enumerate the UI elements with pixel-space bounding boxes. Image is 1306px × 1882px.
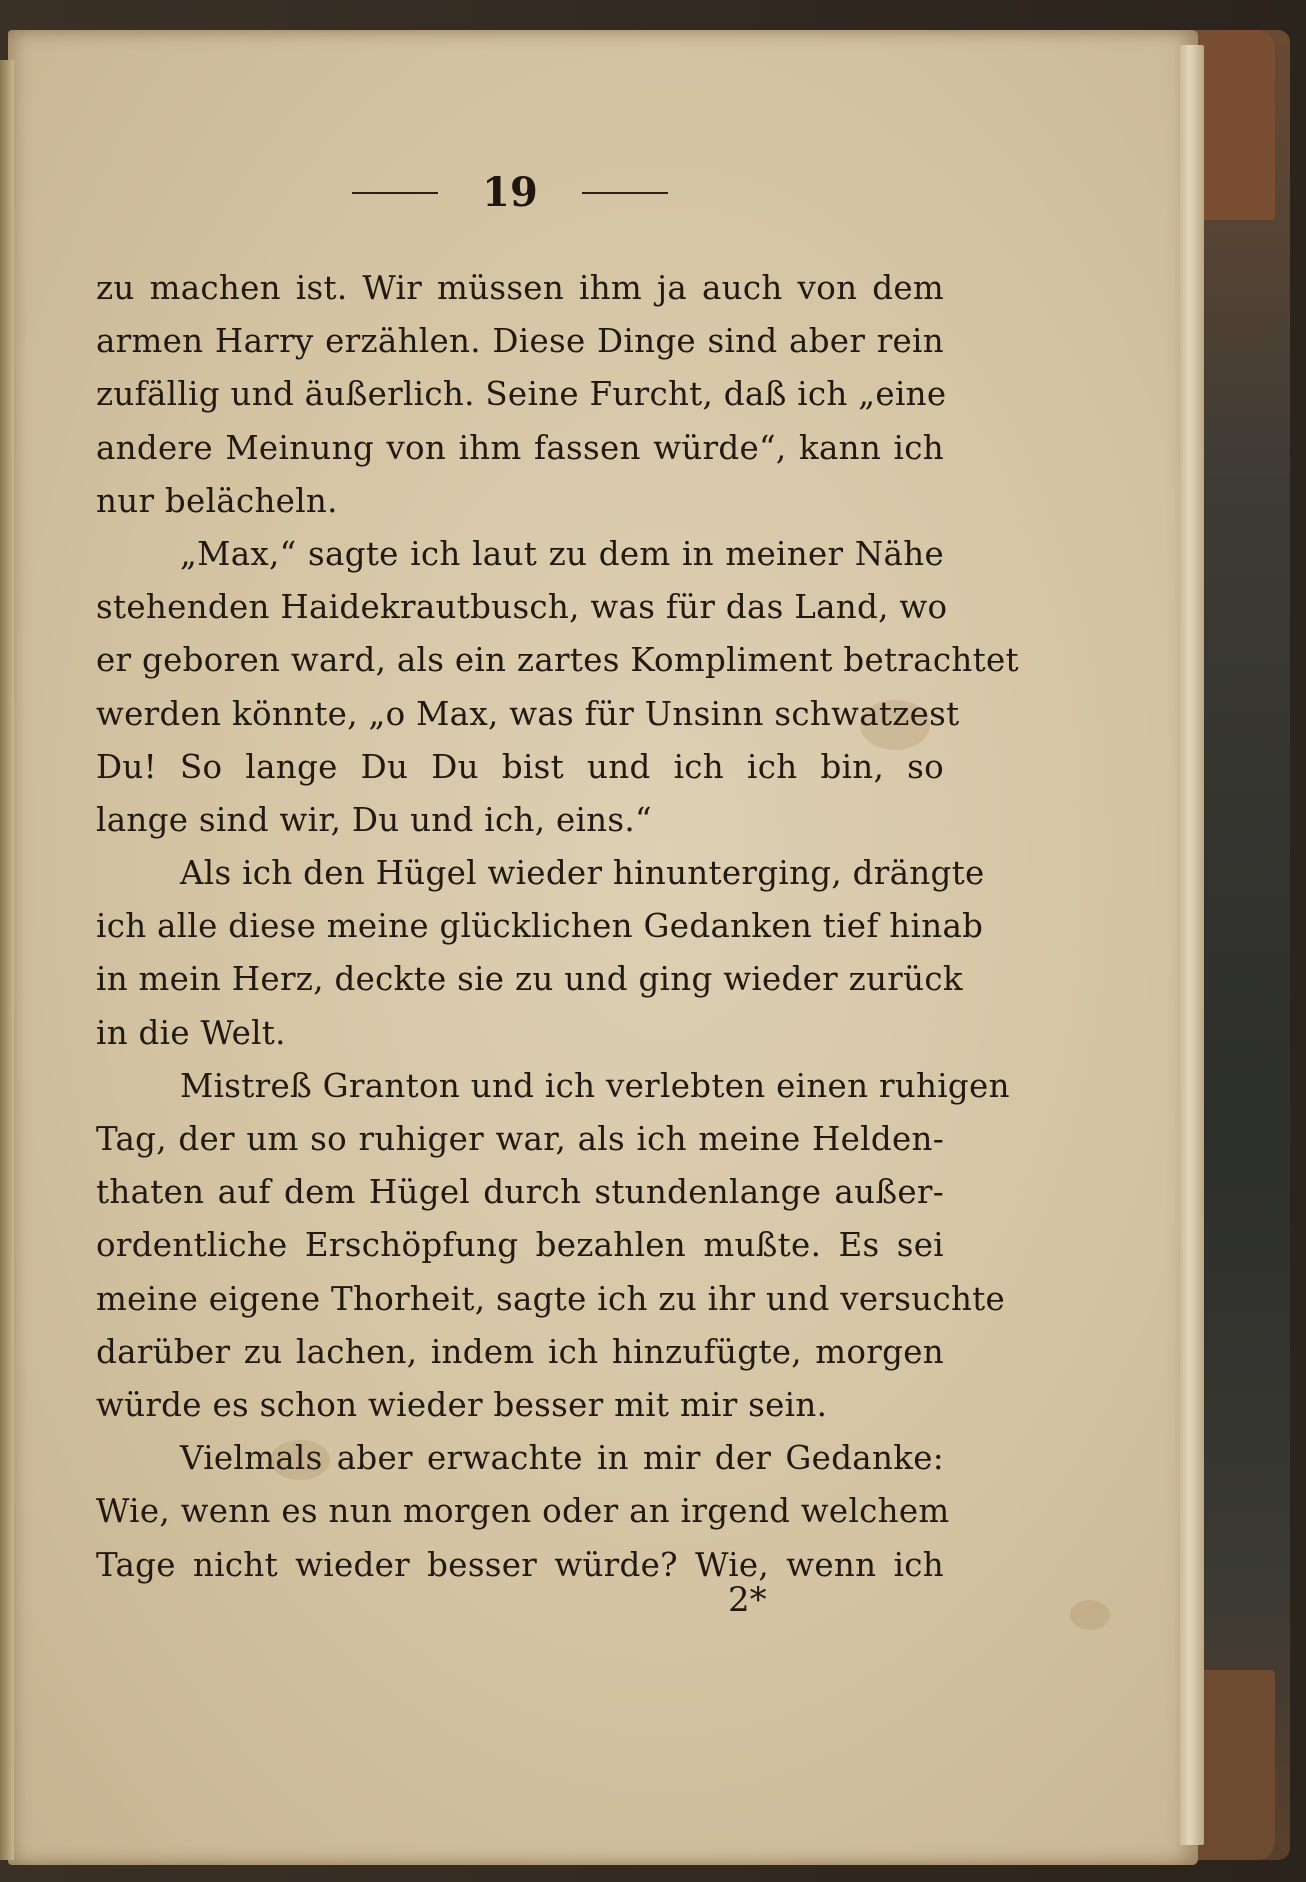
cover-corner-top <box>1195 30 1275 220</box>
text-line: „Max,“ sagte ich laut zu dem in meiner Nähe <box>180 534 944 573</box>
text-line: armen Harry erzählen. Diese Dinge sind aber rein <box>96 322 944 361</box>
text-line: Mistreß Granton und ich verlebten einen ruhigen <box>180 1066 1010 1105</box>
text-line: Tage nicht wieder besser würde? Wie, wenn ich <box>96 1545 944 1584</box>
text-line: meine eigene Thorheit, sagte ich zu ihr und versuchte <box>96 1279 1006 1318</box>
text-line: ich alle diese meine glücklichen Gedanken tief hinab <box>96 907 984 946</box>
text-line: in mein Herz, deckte sie zu und ging wieder zurück <box>96 960 963 999</box>
page-header <box>345 168 675 218</box>
header-rule-right <box>582 192 668 194</box>
page-text <box>96 262 1019 1592</box>
text-line: ordentliche Erschöpfung bezahlen mußte. Es sei <box>96 1226 944 1265</box>
text-line: Als ich den Hügel wieder hinunterging, drängte <box>180 854 985 893</box>
text-line: thaten auf dem Hügel durch stundenlange außer- <box>96 1173 944 1212</box>
text-line: Wie, wenn es nun morgen oder an irgend welchem <box>96 1492 950 1531</box>
text-line: darüber zu lachen, indem ich hinzufügte, morgen <box>96 1332 944 1371</box>
page-number: 19 <box>482 169 538 216</box>
text-line: er geboren ward, als ein zartes Kompliment betrachtet <box>96 641 1019 680</box>
text-line: nur belächeln. <box>96 481 338 520</box>
header-rule-left <box>352 192 438 194</box>
book-cover <box>1190 30 1290 1860</box>
text-line: zufällig und äußerlich. Seine Furcht, daß ich „eine <box>96 375 947 414</box>
text-line: Tag, der um so ruhiger war, als ich meine Helden- <box>96 1120 944 1158</box>
cover-corner-bottom <box>1195 1670 1275 1860</box>
text-line: zu machen ist. Wir müssen ihm ja auch von dem <box>96 269 944 307</box>
text-line: werden könnte, „o Max, was für Unsinn schwatzest <box>96 694 960 733</box>
text-line: lange sind wir, Du und ich, eins.“ <box>96 800 652 839</box>
text-line: andere Meinung von ihm fassen würde“, kann ich <box>96 428 944 467</box>
text-line: würde es schon wieder besser mit mir sein. <box>96 1385 828 1424</box>
text-line: Vielmals aber erwachte in mir der Gedanke: <box>180 1439 944 1478</box>
paper-stain <box>1070 1600 1110 1630</box>
text-line: in die Welt. <box>96 1013 286 1052</box>
text-line: stehenden Haidekrautbusch, was für das Land, wo <box>96 588 948 627</box>
gutter-strip <box>0 60 14 1860</box>
text-line: Du! So lange Du Du bist und ich ich bin, so <box>96 747 944 786</box>
page-edge <box>1180 45 1204 1845</box>
signature-mark: 2* <box>728 1580 767 1620</box>
